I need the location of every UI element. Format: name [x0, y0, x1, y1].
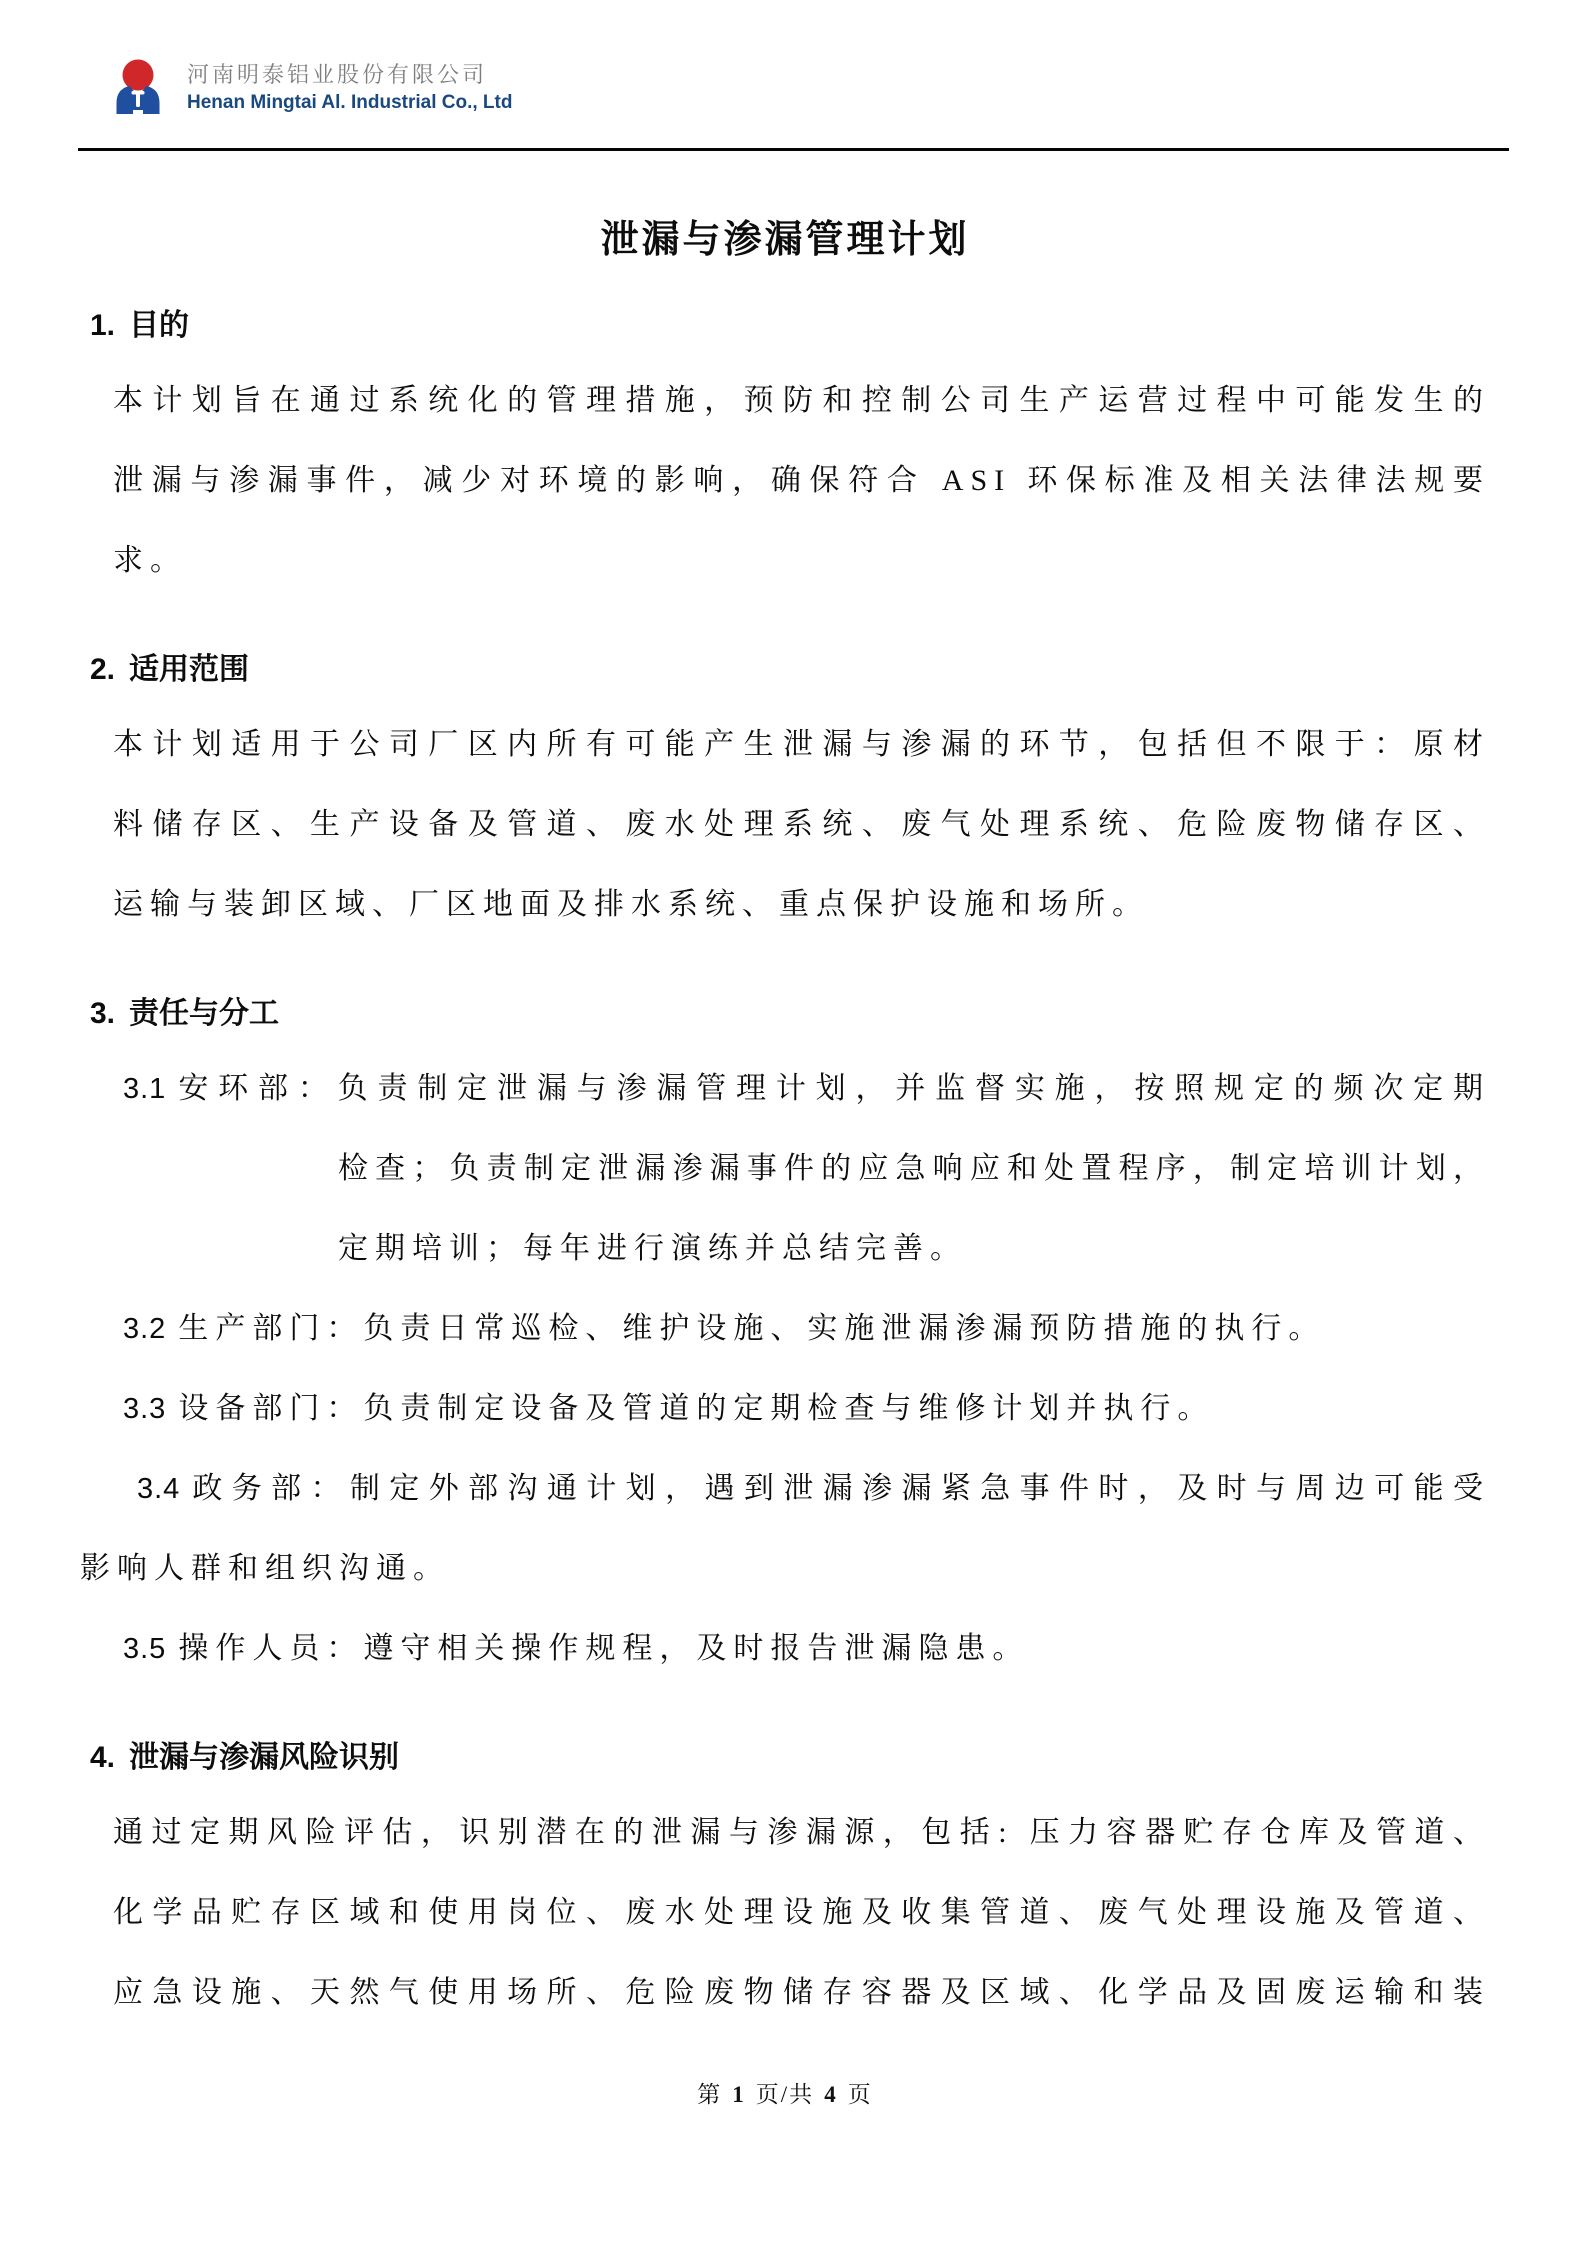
- text-line: 应急设施、天然气使用场所、危险废物储存容器及区域、化学品及固废运输和装: [113, 1976, 1490, 2009]
- section-3-title: 责任与分工: [129, 997, 280, 1030]
- text-line: 通过定期风险评估，识别潜在的泄漏与渗漏源，包括: 压力容器贮存仓库及管道、: [113, 1816, 1490, 1849]
- item-continuation: 定期培训；每年进行演练并总结完善。: [338, 1232, 967, 1265]
- company-logo-icon: [113, 58, 163, 114]
- text-line: 料储存区、生产设备及管道、废水处理系统、废气处理系统、危险废物储存区、: [113, 808, 1490, 841]
- section-2-title: 适用范围: [129, 653, 250, 686]
- section-4-heading: [80, 1733, 1490, 1783]
- section-1-number: 1.: [90, 309, 116, 342]
- section-4-title: 泄漏与渗漏风险识别: [129, 1741, 400, 1774]
- item-number: 3.1: [123, 1073, 167, 1105]
- document-title: 泄漏与渗漏管理计划: [600, 219, 970, 261]
- item-text: 操作人员：遵守相关操作规程，及时报告泄漏隐患。: [178, 1632, 1030, 1665]
- header-divider: [78, 148, 1509, 151]
- item-continuation: 影响人群和组织沟通。: [80, 1552, 450, 1585]
- text-line: 泄漏与渗漏事件，减少对环境的影响，确保符合 ASI 环保标准及相关法律法规要: [113, 464, 1490, 497]
- list-item: [80, 1049, 1490, 1129]
- page-footer: [80, 2079, 1490, 2111]
- section-1-heading: [80, 301, 1490, 351]
- item-number: 3.5: [123, 1633, 167, 1665]
- text-line: 本计划旨在通过系统化的管理措施，预防和控制公司生产运营过程中可能发生的: [113, 384, 1490, 417]
- item-text: 设备部门：负责制定设备及管道的定期检查与维修计划并执行。: [178, 1392, 1215, 1425]
- section-3-number: 3.: [90, 997, 116, 1030]
- section-1-paragraph: [80, 361, 1490, 601]
- document-content: [80, 153, 1490, 2111]
- section-4-paragraph: [80, 1793, 1490, 2033]
- list-item: [80, 1449, 1490, 1529]
- item-text: 安环部：负责制定泄漏与渗漏管理计划，并监督实施，按照规定的频次定期: [178, 1072, 1490, 1105]
- section-2-number: 2.: [90, 653, 116, 686]
- item-number: 3.3: [123, 1393, 167, 1425]
- list-item: [80, 1289, 1490, 1369]
- list-item: [80, 1369, 1490, 1449]
- text-line: 本计划适用于公司厂区内所有可能产生泄漏与渗漏的环节，包括但不限于：原材: [113, 728, 1490, 761]
- section-3-items: [80, 1049, 1490, 1689]
- company-name-cn: 河南明泰铝业股份有限公司: [187, 62, 488, 87]
- total-pages: 4: [824, 2082, 838, 2107]
- text-line: 运输与装卸区域、厂区地面及排水系统、重点保护设施和场所。: [113, 888, 1149, 921]
- section-2-heading: [80, 645, 1490, 695]
- section-1-title: 目的: [129, 309, 190, 342]
- footer-text: 第: [697, 2082, 723, 2107]
- footer-text: 页/共: [755, 2082, 815, 2107]
- item-number: 3.4: [137, 1473, 181, 1505]
- item-number: 3.2: [123, 1313, 167, 1345]
- section-4-number: 4.: [90, 1741, 116, 1774]
- footer-text: 页: [847, 2082, 873, 2107]
- company-names: [187, 58, 512, 116]
- list-item: [80, 1609, 1490, 1689]
- item-continuation: 检查；负责制定泄漏渗漏事件的应急响应和处置程序，制定培训计划，: [338, 1152, 1490, 1185]
- section-2-paragraph: [80, 705, 1490, 945]
- item-text: 政务部：制定外部沟通计划，遇到泄漏渗漏紧急事件时，及时与周边可能受: [192, 1472, 1490, 1505]
- section-3-heading: [80, 989, 1490, 1039]
- text-line: 化学品贮存区域和使用岗位、废水处理设施及收集管道、废气处理设施及管道、: [113, 1896, 1490, 1929]
- item-text: 生产部门：负责日常巡检、维护设施、实施泄漏渗漏预防措施的执行。: [178, 1312, 1326, 1345]
- text-line: 求。: [113, 544, 187, 577]
- page-number: 1: [732, 2082, 746, 2107]
- page-header: [113, 58, 512, 116]
- company-name-en: Henan Mingtai Al. Industrial Co., Ltd: [187, 92, 513, 113]
